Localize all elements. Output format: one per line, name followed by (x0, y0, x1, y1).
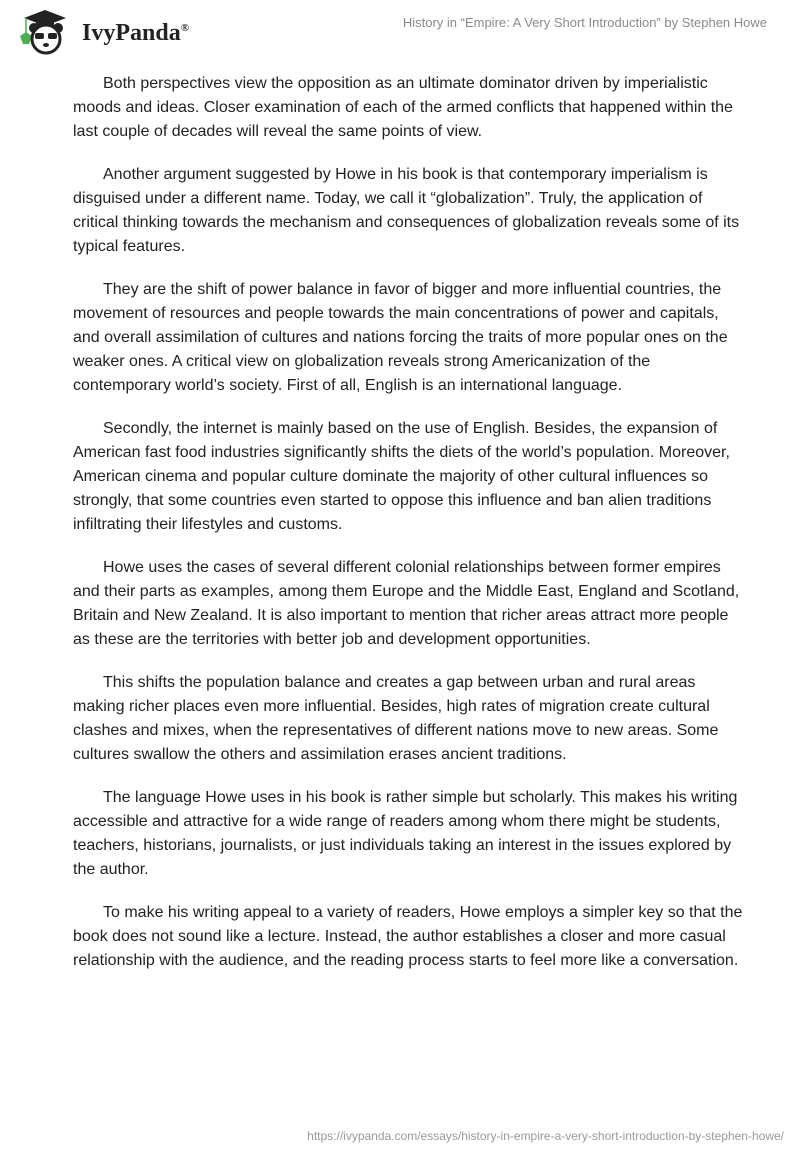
paragraph: Howe uses the cases of several different colonial relationships between former empires and their parts as examples, among them Europe and the Middle East, England and Scotland, Britain and New Zealand. It is also important to mention that richer areas attract more people as these are the territories with better job and development opportunities. (73, 559, 740, 648)
source-url[interactable]: https://ivypanda.com/essays/history-in-empire-a-very-short-introduction-by-stephen-howe/ (307, 1129, 784, 1143)
panda-graduate-icon (14, 6, 76, 56)
paragraph: Secondly, the internet is mainly based on the use of English. Besides, the expansion of American fast food industries significantly shifts the diets of the world’s population. Moreover, American cinema and popular culture dominate the majority of other cultural influences so strongly, that some countries even started to oppose this influence and ban alien traditions infiltrating their lifestyles and customs. (73, 420, 730, 533)
logo-text: IvyPanda® (82, 19, 189, 46)
paragraph: This shifts the population balance and creates a gap between urban and rural areas making richer places even more influential. Besides, high rates of migration create cultural clashes and mixes, when the representatives of different nations move to new areas. Some cultures swallow the others and assimilation erases ancient traditions. (73, 674, 719, 763)
paragraph: Both perspectives view the opposition as an ultimate dominator driven by imperialistic moods and ideas. Closer examination of each of the armed conflicts that happened within the last couple of decades will reveal the same points of view. (73, 75, 733, 140)
paragraph: The language Howe uses in his book is rather simple but scholarly. This makes his writing accessible and attractive for a wide range of readers among whom there might be students, teachers, historians, journalists, or just individuals taking an interest in the issues explored by the author. (73, 789, 738, 878)
essay-body (73, 72, 743, 992)
document-title: History in “Empire: A Very Short Introduction” by Stephen Howe (402, 15, 767, 30)
ivypanda-logo[interactable] (14, 6, 189, 56)
paragraph: They are the shift of power balance in favor of bigger and more influential countries, the movement of resources and people towards the main concentrations of power and capitals, and overall assimilation of cultures and nations forcing the traits of more popular ones on the weaker ones. A critical view on globalization reveals strong Americanization of the contemporary world’s society. First of all, English is an international language. (73, 281, 728, 394)
paragraph: Another argument suggested by Howe in his book is that contemporary imperialism is disguised under a different name. Today, we call it “globalization”. Truly, the application of critical thinking towards the mechanism and consequences of globalization reveals some of its typical features. (73, 166, 740, 255)
paragraph: To make his writing appeal to a variety of readers, Howe employs a simpler key so that the book does not sound like a lecture. Instead, the author establishes a closer and more casual relationship with the audience, and the reading process starts to feel more like a conversation. (73, 904, 743, 969)
